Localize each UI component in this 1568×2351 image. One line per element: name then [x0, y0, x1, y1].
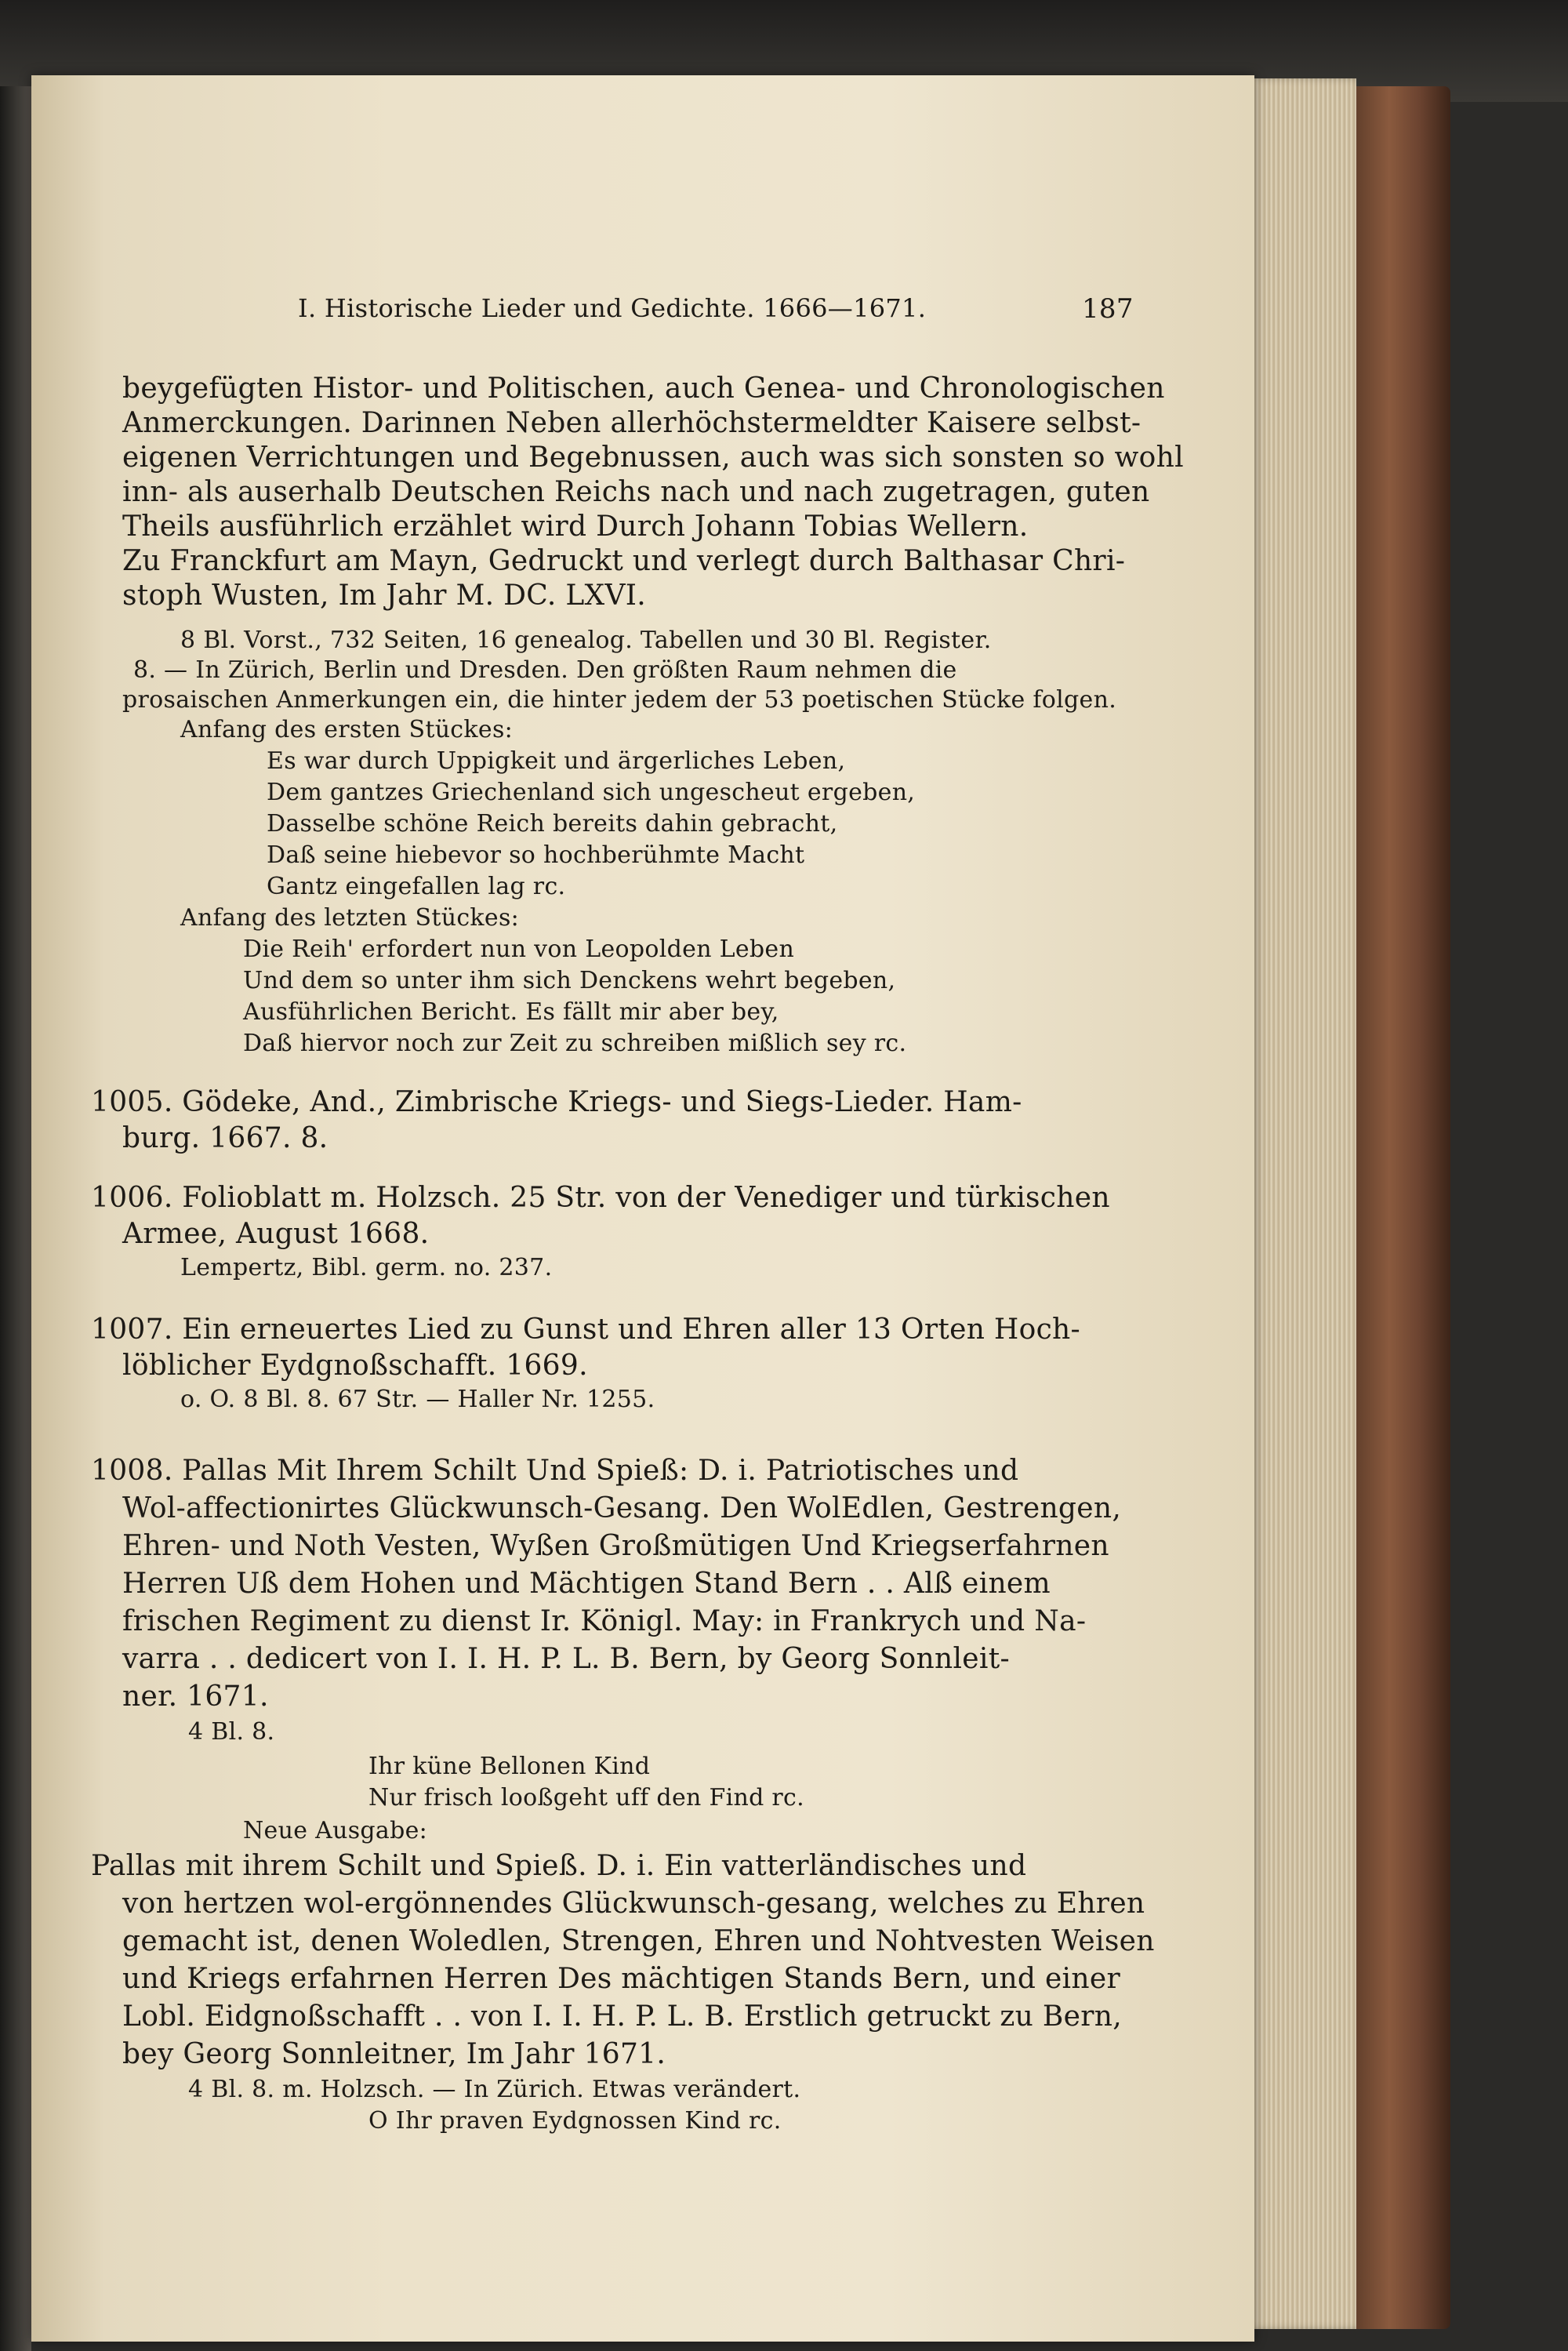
- entry-line: inn- als auserhalb Deutschen Reichs nach und nach zugetragen, guten: [122, 476, 1150, 508]
- verse-line: Nur frisch looßgeht uff den Find rc.: [368, 1784, 804, 1811]
- entry-line: eigenen Verrichtungen und Begebnussen, auch was sich sonsten so wohl: [122, 441, 1184, 474]
- book-cover: [1348, 86, 1450, 2329]
- verse-line: Es war durch Uppigkeit und ärgerliches Leben,: [267, 747, 846, 775]
- entry-line: stoph Wusten, Im Jahr M. DC. LXVI.: [122, 580, 647, 612]
- entry-1005-line: burg. 1667. 8.: [122, 1122, 328, 1154]
- new-edition-line: Lobl. Eidgnoßschafft . . von I. I. H. P. L. B. Erstlich getruckt zu Bern,: [122, 2000, 1122, 2033]
- new-edition-line: gemacht ist, denen Woledlen, Strengen, Ehren und Nohtvesten Weisen: [122, 1925, 1155, 1957]
- entry-1006-note: Lempertz, Bibl. germ. no. 237.: [180, 1254, 553, 1281]
- note-line: prosaischen Anmerkungen ein, die hinter jedem der 53 poetischen Stücke folgen.: [122, 686, 1117, 714]
- entry-1008-line: 1008. Pallas Mit Ihrem Schilt Und Spieß: D. i. Patriotisches und: [91, 1455, 1019, 1487]
- verse-line: Ihr küne Bellonen Kind: [368, 1753, 651, 1780]
- entry-1008-line: Wol-affectionirtes Glückwunsch-Gesang. Den WolEdlen, Gestrengen,: [122, 1492, 1122, 1524]
- piece-label: Anfang des ersten Stückes:: [180, 716, 514, 743]
- verse-line: Die Reih' erfordert nun von Leopolden Leben: [243, 936, 795, 963]
- verse-line: Daß seine hiebevor so hochberühmte Macht: [267, 841, 805, 869]
- entry-1008-final-note: 4 Bl. 8. m. Holzsch. — In Zürich. Etwas verändert.: [188, 2076, 801, 2103]
- verse-line: Dem gantzes Griechenland sich ungescheut ergeben,: [267, 779, 916, 806]
- note-line: 8. — In Zürich, Berlin und Dresden. Den größten Raum nehmen die: [133, 656, 957, 684]
- entry-line: Theils ausführlich erzählet wird Durch Johann Tobias Wellern.: [122, 511, 1029, 543]
- new-edition-line: von hertzen wol-ergönnendes Glückwunsch-gesang, welches zu Ehren: [122, 1888, 1145, 1920]
- entry-1007-line: löblicher Eydgnoßschafft. 1669.: [122, 1350, 588, 1382]
- previous-page-edge: [0, 86, 31, 2351]
- verse-line: Ausführlichen Bericht. Es fällt mir aber bey,: [243, 998, 779, 1026]
- page-number: 187: [1082, 293, 1134, 325]
- note-line: 8 Bl. Vorst., 732 Seiten, 16 genealog. Tabellen und 30 Bl. Register.: [180, 627, 992, 654]
- entry-1008-line: Herren Uß dem Hohen und Mächtigen Stand Bern . . Alß einem: [122, 1568, 1051, 1600]
- entry-line: Zu Franckfurt am Mayn, Gedruckt und verlegt durch Balthasar Chri-: [122, 545, 1126, 577]
- verse-line: Gantz eingefallen lag rc.: [267, 873, 566, 900]
- new-edition-line: Pallas mit ihrem Schilt und Spieß. D. i. Ein vatterländisches und: [91, 1850, 1027, 1882]
- entry-1007-line: 1007. Ein erneuertes Lied zu Gunst und Ehren aller 13 Orten Hoch-: [91, 1314, 1081, 1346]
- entry-1005-line: 1005. Gödeke, And., Zimbrische Kriegs- und Siegs-Lieder. Ham-: [91, 1086, 1022, 1118]
- book-page: [31, 75, 1254, 2342]
- entry-1008-size: 4 Bl. 8.: [188, 1718, 275, 1746]
- entry-1008-line: varra . . dedicert von I. I. H. P. L. B. Bern, by Georg Sonnleit-: [122, 1643, 1010, 1675]
- page-stack-edge: [1239, 78, 1356, 2329]
- entry-1008-line: ner. 1671.: [122, 1681, 269, 1713]
- verse-line: Daß hiervor noch zur Zeit zu schreiben mißlich sey rc.: [243, 1030, 907, 1057]
- running-title: I. Historische Lieder und Gedichte. 1666—1671.: [298, 293, 927, 323]
- new-edition-line: und Kriegs erfahrnen Herren Des mächtigen Stands Bern, und einer: [122, 1963, 1120, 1995]
- verse-line: Dasselbe schöne Reich bereits dahin gebracht,: [267, 810, 838, 838]
- entry-1008-line: Ehren- und Noth Vesten, Wyßen Großmütigen Und Kriegserfahrnen: [122, 1530, 1109, 1562]
- entry-1008-line: frischen Regiment zu dienst Ir. Königl. May: in Frankrych und Na-: [122, 1605, 1087, 1637]
- new-edition-line: bey Georg Sonnleitner, Im Jahr 1671.: [122, 2038, 666, 2070]
- entry-1006-line: 1006. Folioblatt m. Holzsch. 25 Str. von der Venediger und türkischen: [91, 1182, 1110, 1214]
- entry-line: beygefügten Histor- und Politischen, auch Genea- und Chronologischen: [122, 372, 1165, 405]
- verse-line: Und dem so unter ihm sich Denckens wehrt begeben,: [243, 967, 896, 994]
- entry-line: Anmerckungen. Darinnen Neben allerhöchstermeldter Kaisere selbst-: [122, 407, 1142, 439]
- new-edition-label: Neue Ausgabe:: [243, 1817, 428, 1844]
- piece-label: Anfang des letzten Stückes:: [180, 904, 520, 932]
- entry-1006-line: Armee, August 1668.: [122, 1218, 430, 1250]
- verse-line: O Ihr praven Eydgnossen Kind rc.: [368, 2107, 782, 2135]
- entry-1007-note: o. O. 8 Bl. 8. 67 Str. — Haller Nr. 1255.: [180, 1386, 655, 1413]
